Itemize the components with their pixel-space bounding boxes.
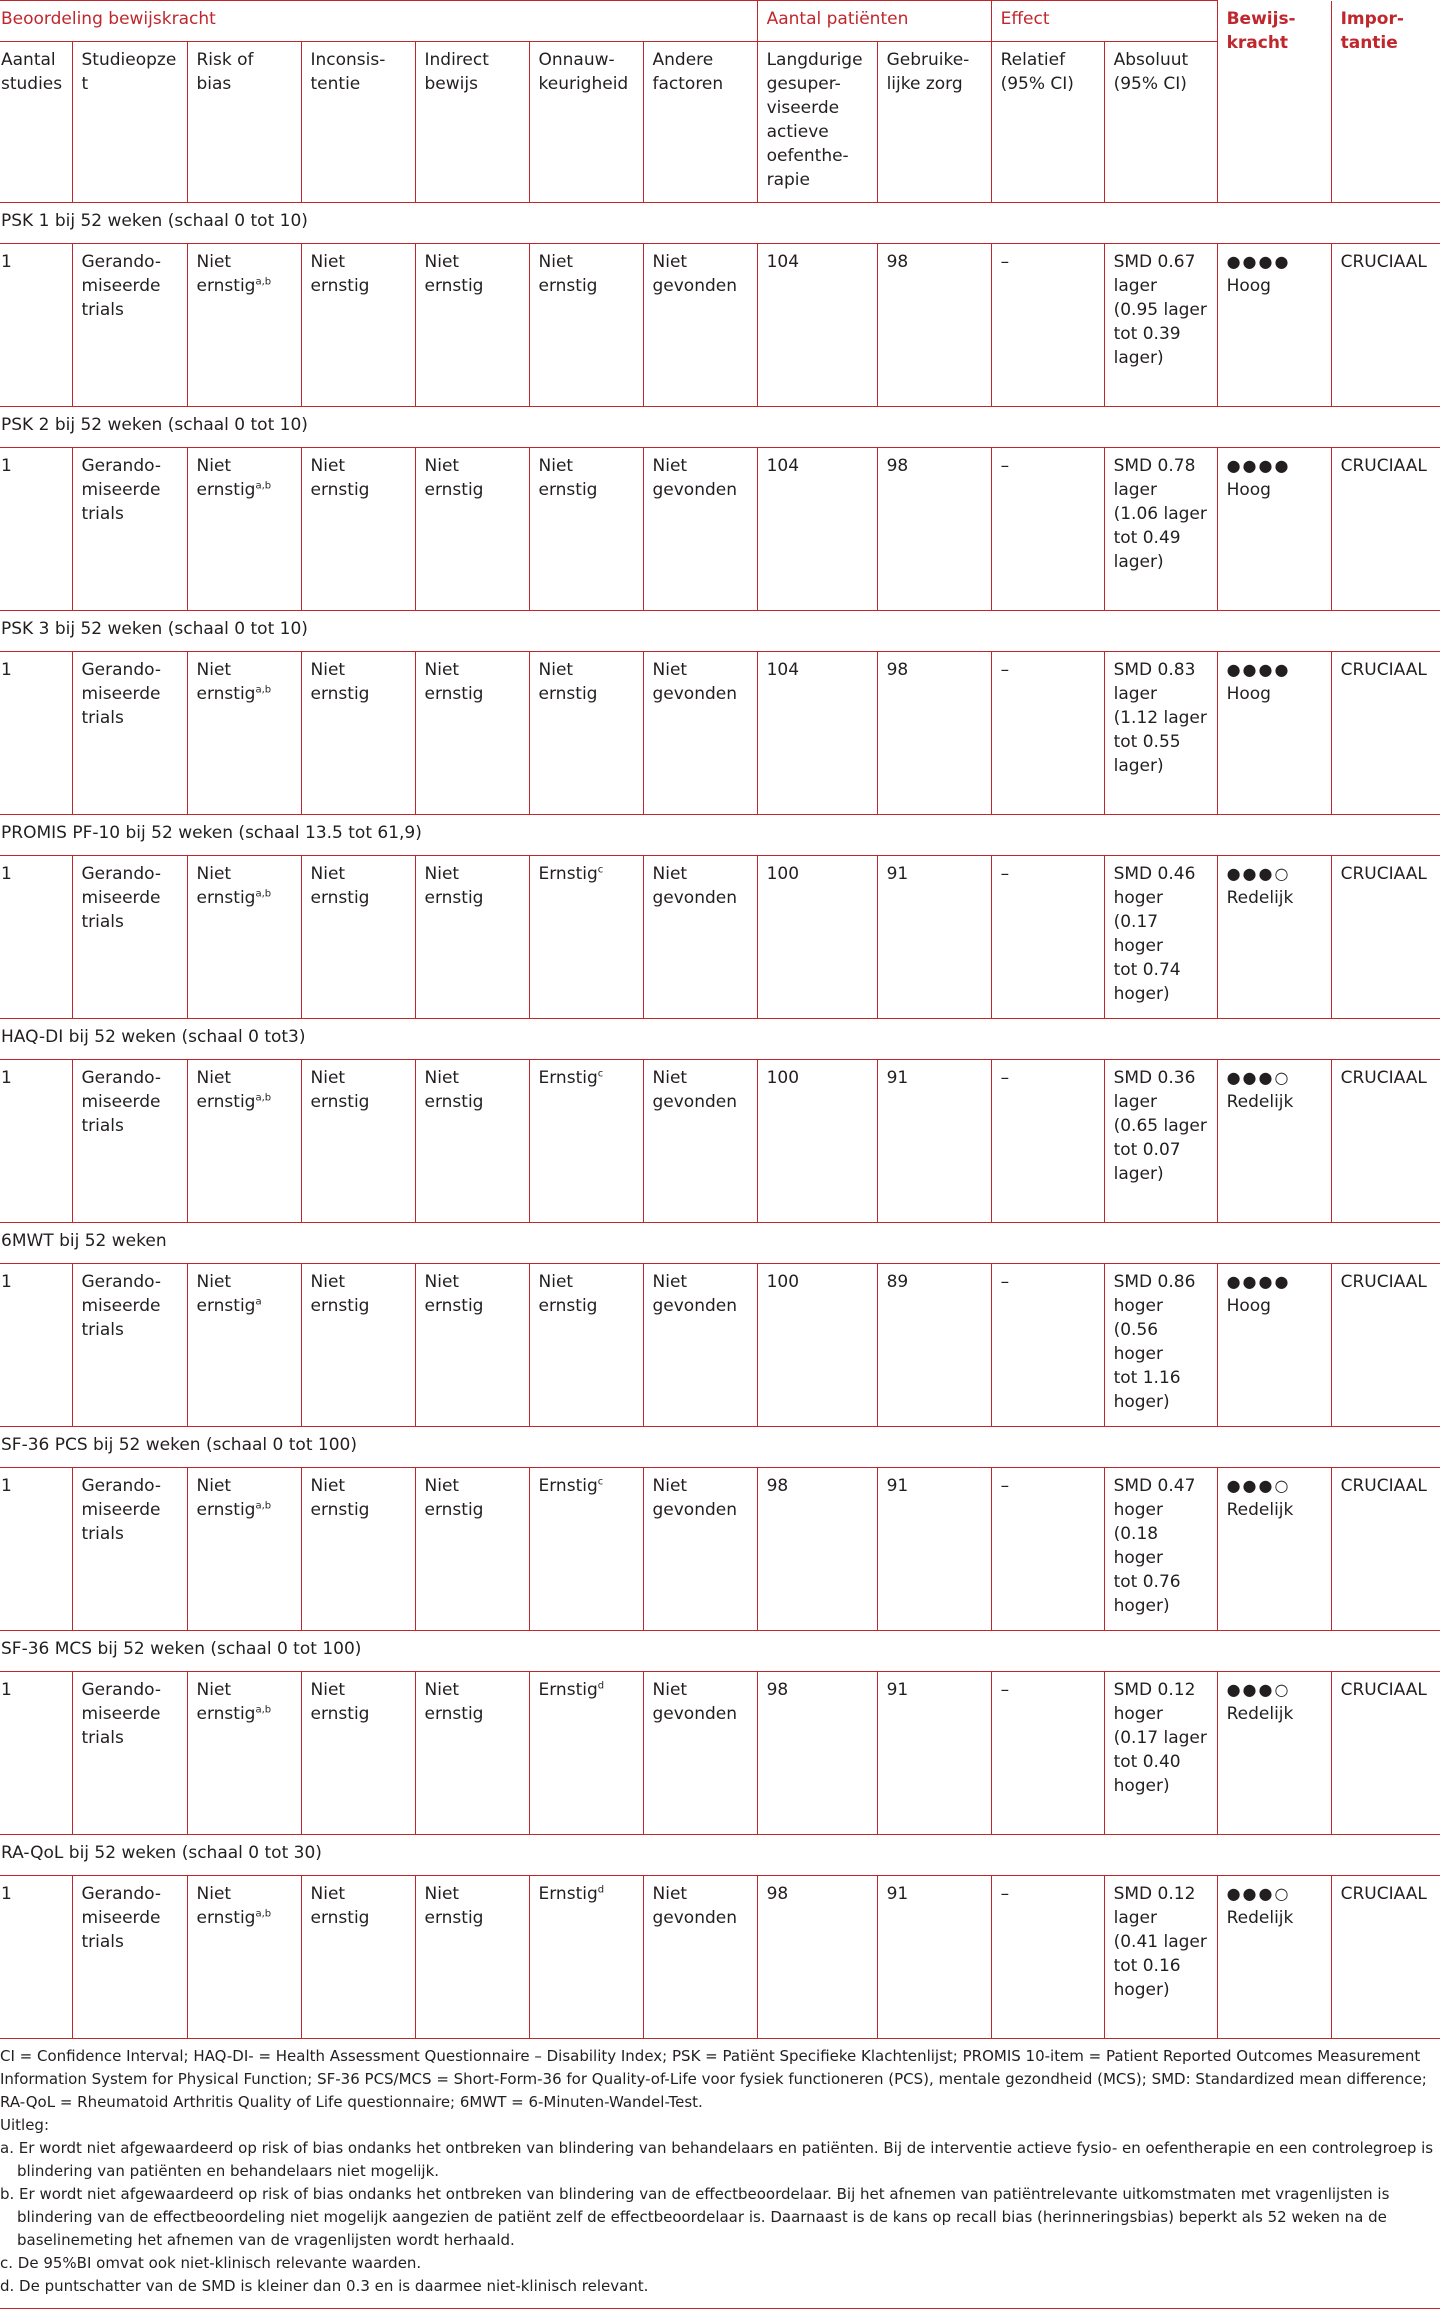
cell-risk-of-bias: Niet ernstig$^{a,b}$ <box>187 856 301 1019</box>
col-header-inconsistency: Inconsis- tentie <box>301 42 415 203</box>
certainty-rating-icon: ●●●○ <box>1226 1884 1291 1903</box>
cell-relative-effect: – <box>991 1876 1104 2039</box>
cell-risk-of-bias: Niet ernstig$^{a,b}$ <box>187 244 301 407</box>
outcome-title-row <box>0 611 1440 652</box>
outcome-data-row <box>0 1876 1440 2039</box>
cell-control-n: 91 <box>877 1060 991 1223</box>
outcome-title-row <box>0 407 1440 448</box>
cell-absolute-effect: SMD 0.86 hoger (0.56 hoger tot 1.16 hoger) <box>1104 1264 1217 1427</box>
cell-intervention-n: 98 <box>757 1672 877 1835</box>
certainty-label: Redelijk <box>1226 1500 1294 1520</box>
cell-indirectness: Niet ernstig <box>415 244 529 407</box>
outcome-title-row <box>0 1835 1440 1876</box>
cell-relative-effect: – <box>991 1060 1104 1223</box>
cell-indirectness: Niet ernstig <box>415 1876 529 2039</box>
outcome-data-row <box>0 1264 1440 1427</box>
cell-intervention-n: 100 <box>757 856 877 1019</box>
cell-certainty <box>1217 856 1331 1019</box>
cell-indirectness: Niet ernstig <box>415 1060 529 1223</box>
cell-indirectness: Niet ernstig <box>415 652 529 815</box>
footnote-c: c. De 95%BI omvat ook niet-klinisch relevante waarden. <box>0 2254 422 2272</box>
cell-imprecision: Niet ernstig <box>529 652 643 815</box>
group-header-row <box>0 1 1440 42</box>
outcome-title: PSK 3 bij 52 weken (schaal 0 tot 10) <box>0 611 1440 652</box>
cell-imprecision: Niet ernstig <box>529 1264 643 1427</box>
cell-inconsistency: Niet ernstig <box>301 652 415 815</box>
cell-importance: CRUCIAAL <box>1331 1468 1440 1631</box>
outcome-title-row <box>0 815 1440 856</box>
risk-of-bias-footnote-ref: a,b <box>255 276 272 288</box>
imprecision-footnote-ref: d <box>597 1884 605 1896</box>
abbreviations-text: CI = Confidence Interval; HAQ-DI- = Health Assessment Questionnaire – Disability Index; PSK = Patiënt Specifieke Klachtenlijst; PROMIS 10-item = Patient Reported Outcomes Measurement Information System for Physical Function; SF-36 PCS/MCS = Short-Form-36 for Quality-of-Life voor fysiek functioneren (PCS), mentale gezondheid (MCS); SMD: Standardized mean difference; RA-QoL = Rheumatoid Arthritis Quality of Life questionnaire; 6MWT = 6-Minuten-Wandel-Test. <box>0 2047 1427 2111</box>
cell-studies: 1 <box>0 1060 72 1223</box>
cell-imprecision: Niet ernstig <box>529 244 643 407</box>
cell-studies: 1 <box>0 244 72 407</box>
cell-imprecision: Ernstig$^c$ <box>529 856 643 1019</box>
cell-intervention-n: 104 <box>757 244 877 407</box>
cell-intervention-n: 100 <box>757 1264 877 1427</box>
cell-other-factors: Niet gevonden <box>643 1468 757 1631</box>
risk-of-bias-footnote-ref: a,b <box>255 1500 272 1512</box>
cell-studies: 1 <box>0 856 72 1019</box>
imprecision-footnote-ref: c <box>597 1068 604 1080</box>
legend-title: Uitleg: <box>0 2116 49 2134</box>
certainty-label: Hoog <box>1226 1296 1271 1316</box>
cell-control-n: 91 <box>877 856 991 1019</box>
cell-certainty <box>1217 1468 1331 1631</box>
group-header-patients: Aantal patiënten <box>757 1 991 42</box>
risk-of-bias-footnote-ref: a,b <box>255 1092 272 1104</box>
certainty-label: Redelijk <box>1226 1704 1294 1724</box>
cell-importance: CRUCIAAL <box>1331 1672 1440 1835</box>
cell-design: Gerando- miseerde trials <box>72 856 187 1019</box>
outcome-title-row <box>0 203 1440 244</box>
risk-of-bias-footnote-ref: a,b <box>255 888 272 900</box>
cell-inconsistency: Niet ernstig <box>301 1264 415 1427</box>
footnote-d: d. De puntschatter van de SMD is kleiner dan 0.3 en is daarmee niet-klinisch relevant. <box>0 2277 649 2295</box>
cell-other-factors: Niet gevonden <box>643 856 757 1019</box>
cell-other-factors: Niet gevonden <box>643 1060 757 1223</box>
cell-control-n: 91 <box>877 1672 991 1835</box>
cell-other-factors: Niet gevonden <box>643 244 757 407</box>
risk-of-bias-footnote-ref: a,b <box>255 1908 272 1920</box>
cell-importance: CRUCIAAL <box>1331 652 1440 815</box>
cell-indirectness: Niet ernstig <box>415 856 529 1019</box>
risk-of-bias-footnote-ref: a,b <box>255 1704 272 1716</box>
cell-absolute-effect: SMD 0.36 lager (0.65 lager tot 0.07 lager) <box>1104 1060 1217 1223</box>
col-header-control: Gebruike- lijke zorg <box>877 42 991 203</box>
certainty-rating-icon: ●●●● <box>1226 252 1291 271</box>
certainty-rating-icon: ●●●○ <box>1226 1068 1291 1087</box>
cell-other-factors: Niet gevonden <box>643 1876 757 2039</box>
imprecision-footnote-ref: c <box>597 1476 604 1488</box>
cell-design: Gerando- miseerde trials <box>72 1060 187 1223</box>
cell-importance: CRUCIAAL <box>1331 1876 1440 2039</box>
outcome-data-row <box>0 652 1440 815</box>
header-importance: Impor- tantie <box>1331 1 1440 203</box>
cell-studies: 1 <box>0 1264 72 1427</box>
cell-imprecision: Ernstig$^d$ <box>529 1672 643 1835</box>
cell-imprecision: Niet ernstig <box>529 448 643 611</box>
col-header-intervention: Langdurige gesuper- viseerde actieve oefenthe- rapie <box>757 42 877 203</box>
cell-studies: 1 <box>0 1672 72 1835</box>
cell-imprecision: Ernstig$^c$ <box>529 1060 643 1223</box>
cell-studies: 1 <box>0 652 72 815</box>
cell-absolute-effect: SMD 0.83 lager (1.12 lager tot 0.55 lager) <box>1104 652 1217 815</box>
cell-risk-of-bias: Niet ernstig$^{a,b}$ <box>187 1672 301 1835</box>
outcome-body <box>0 203 1440 2039</box>
cell-inconsistency: Niet ernstig <box>301 1876 415 2039</box>
outcome-title-row <box>0 1019 1440 1060</box>
cell-relative-effect: – <box>991 856 1104 1019</box>
cell-design: Gerando- miseerde trials <box>72 1468 187 1631</box>
cell-certainty <box>1217 652 1331 815</box>
outcome-title-row <box>0 1427 1440 1468</box>
outcome-title: RA-QoL bij 52 weken (schaal 0 tot 30) <box>0 1835 1440 1876</box>
cell-intervention-n: 98 <box>757 1876 877 2039</box>
risk-of-bias-footnote-ref: a,b <box>255 684 272 696</box>
cell-risk-of-bias: Niet ernstig$^{a,b}$ <box>187 1876 301 2039</box>
cell-absolute-effect: SMD 0.47 hoger (0.18 hoger tot 0.76 hoger) <box>1104 1468 1217 1631</box>
risk-of-bias-footnote-ref: a,b <box>255 480 272 492</box>
imprecision-footnote-ref: d <box>597 1680 605 1692</box>
cell-certainty <box>1217 1264 1331 1427</box>
certainty-label: Hoog <box>1226 480 1271 500</box>
cell-relative-effect: – <box>991 1468 1104 1631</box>
cell-indirectness: Niet ernstig <box>415 448 529 611</box>
cell-intervention-n: 104 <box>757 448 877 611</box>
outcome-title-row <box>0 1223 1440 1264</box>
cell-absolute-effect: SMD 0.67 lager (0.95 lager tot 0.39 lager) <box>1104 244 1217 407</box>
col-header-indirectness: Indirect bewijs <box>415 42 529 203</box>
cell-certainty <box>1217 448 1331 611</box>
certainty-label: Redelijk <box>1226 1908 1294 1928</box>
cell-design: Gerando- miseerde trials <box>72 1672 187 1835</box>
cell-certainty <box>1217 1672 1331 1835</box>
col-header-absolute: Absoluut (95% CI) <box>1104 42 1217 203</box>
cell-other-factors: Niet gevonden <box>643 1264 757 1427</box>
col-header-other: Andere factoren <box>643 42 757 203</box>
cell-indirectness: Niet ernstig <box>415 1264 529 1427</box>
footnote-b: b. Er wordt niet afgewaardeerd op risk of bias ondanks het ontbreken van blindering van de effectbeoordelaar. Bij het afnemen van patiëntrelevante uitkomstmaten met vragenlijsten is blindering van de effectbeoordeling niet mogelijk aangezien de patiënt zelf de effectbeoordelaar is. Daarnaast is de kans op recall bias (herinneringsbias) beperkt als 52 weken na de baselinemeting het afnemen van de vragenlijsten wordt herhaald. <box>0 2185 1390 2249</box>
cell-control-n: 98 <box>877 652 991 815</box>
group-header-effect: Effect <box>991 1 1217 42</box>
cell-importance: CRUCIAAL <box>1331 448 1440 611</box>
cell-certainty <box>1217 244 1331 407</box>
certainty-rating-icon: ●●●○ <box>1226 864 1291 883</box>
cell-relative-effect: – <box>991 244 1104 407</box>
cell-indirectness: Niet ernstig <box>415 1468 529 1631</box>
cell-imprecision: Ernstig$^c$ <box>529 1468 643 1631</box>
certainty-label: Hoog <box>1226 684 1271 704</box>
certainty-label: Hoog <box>1226 276 1271 296</box>
outcome-data-row <box>0 856 1440 1019</box>
certainty-rating-icon: ●●●○ <box>1226 1476 1291 1495</box>
outcome-title: SF-36 MCS bij 52 weken (schaal 0 tot 100) <box>0 1631 1440 1672</box>
cell-relative-effect: – <box>991 1672 1104 1835</box>
cell-control-n: 98 <box>877 448 991 611</box>
cell-risk-of-bias: Niet ernstig$^{a,b}$ <box>187 1468 301 1631</box>
cell-studies: 1 <box>0 1876 72 2039</box>
cell-design: Gerando- miseerde trials <box>72 244 187 407</box>
cell-inconsistency: Niet ernstig <box>301 1672 415 1835</box>
outcome-data-row <box>0 244 1440 407</box>
cell-certainty <box>1217 1876 1331 2039</box>
group-header-assessment: Beoordeling bewijskracht <box>0 1 757 42</box>
cell-studies: 1 <box>0 1468 72 1631</box>
cell-relative-effect: – <box>991 1264 1104 1427</box>
cell-design: Gerando- miseerde trials <box>72 1876 187 2039</box>
certainty-label: Redelijk <box>1226 888 1294 908</box>
cell-design: Gerando- miseerde trials <box>72 652 187 815</box>
outcome-title-row <box>0 1631 1440 1672</box>
certainty-rating-icon: ●●●● <box>1226 660 1291 679</box>
cell-control-n: 91 <box>877 1876 991 2039</box>
cell-importance: CRUCIAAL <box>1331 244 1440 407</box>
cell-indirectness: Niet ernstig <box>415 1672 529 1835</box>
footnote-a: a. Er wordt niet afgewaardeerd op risk of bias ondanks het ontbreken van blindering van behandelaars en patiënten. Bij de interventie actieve fysio- en oefentherapie en een controlegroep is blindering van patiënten en behandelaars niet mogelijk. <box>0 2139 1434 2180</box>
col-header-studies: Aantal studies <box>0 42 72 203</box>
outcome-data-row <box>0 448 1440 611</box>
table-footer <box>0 2038 1440 2308</box>
col-header-imprecision: Onnauw- keurigheid <box>529 42 643 203</box>
outcome-data-row <box>0 1468 1440 1631</box>
cell-risk-of-bias: Niet ernstig$^a$ <box>187 1264 301 1427</box>
certainty-rating-icon: ●●●● <box>1226 1272 1291 1291</box>
cell-inconsistency: Niet ernstig <box>301 1060 415 1223</box>
cell-control-n: 89 <box>877 1264 991 1427</box>
cell-risk-of-bias: Niet ernstig$^{a,b}$ <box>187 448 301 611</box>
cell-imprecision: Ernstig$^d$ <box>529 1876 643 2039</box>
cell-inconsistency: Niet ernstig <box>301 244 415 407</box>
certainty-rating-icon: ●●●○ <box>1226 1680 1291 1699</box>
cell-certainty <box>1217 1060 1331 1223</box>
outcome-title: HAQ-DI bij 52 weken (schaal 0 tot3) <box>0 1019 1440 1060</box>
outcome-title: 6MWT bij 52 weken <box>0 1223 1440 1264</box>
cell-intervention-n: 100 <box>757 1060 877 1223</box>
cell-absolute-effect: SMD 0.12 lager (0.41 lager tot 0.16 hoger) <box>1104 1876 1217 2039</box>
cell-absolute-effect: SMD 0.12 hoger (0.17 lager tot 0.40 hoger) <box>1104 1672 1217 1835</box>
cell-control-n: 91 <box>877 1468 991 1631</box>
outcome-data-row <box>0 1672 1440 1835</box>
cell-inconsistency: Niet ernstig <box>301 448 415 611</box>
cell-importance: CRUCIAAL <box>1331 856 1440 1019</box>
imprecision-footnote-ref: c <box>597 864 604 876</box>
col-header-risk-of-bias: Risk of bias <box>187 42 301 203</box>
cell-design: Gerando- miseerde trials <box>72 448 187 611</box>
col-header-design: Studieopzet <box>72 42 187 203</box>
header-certainty: Bewijs- kracht <box>1217 1 1331 203</box>
outcome-title: PSK 2 bij 52 weken (schaal 0 tot 10) <box>0 407 1440 448</box>
cell-intervention-n: 104 <box>757 652 877 815</box>
outcome-title: PROMIS PF-10 bij 52 weken (schaal 13.5 tot 61,9) <box>0 815 1440 856</box>
cell-relative-effect: – <box>991 448 1104 611</box>
cell-importance: CRUCIAAL <box>1331 1264 1440 1427</box>
cell-importance: CRUCIAAL <box>1331 1060 1440 1223</box>
cell-design: Gerando- miseerde trials <box>72 1264 187 1427</box>
cell-absolute-effect: SMD 0.46 hoger (0.17 hoger tot 0.74 hoger) <box>1104 856 1217 1019</box>
col-header-relative: Relatief (95% CI) <box>991 42 1104 203</box>
cell-risk-of-bias: Niet ernstig$^{a,b}$ <box>187 652 301 815</box>
cell-studies: 1 <box>0 448 72 611</box>
cell-other-factors: Niet gevonden <box>643 1672 757 1835</box>
outcome-title: SF-36 PCS bij 52 weken (schaal 0 tot 100) <box>0 1427 1440 1468</box>
cell-intervention-n: 98 <box>757 1468 877 1631</box>
risk-of-bias-footnote-ref: a <box>255 1296 262 1308</box>
outcome-title: PSK 1 bij 52 weken (schaal 0 tot 10) <box>0 203 1440 244</box>
cell-inconsistency: Niet ernstig <box>301 1468 415 1631</box>
outcome-data-row <box>0 1060 1440 1223</box>
cell-other-factors: Niet gevonden <box>643 652 757 815</box>
cell-control-n: 98 <box>877 244 991 407</box>
cell-other-factors: Niet gevonden <box>643 448 757 611</box>
cell-inconsistency: Niet ernstig <box>301 856 415 1019</box>
certainty-rating-icon: ●●●● <box>1226 456 1291 475</box>
certainty-label: Redelijk <box>1226 1092 1294 1112</box>
cell-absolute-effect: SMD 0.78 lager (1.06 lager tot 0.49 lager) <box>1104 448 1217 611</box>
cell-risk-of-bias: Niet ernstig$^{a,b}$ <box>187 1060 301 1223</box>
cell-relative-effect: – <box>991 652 1104 815</box>
